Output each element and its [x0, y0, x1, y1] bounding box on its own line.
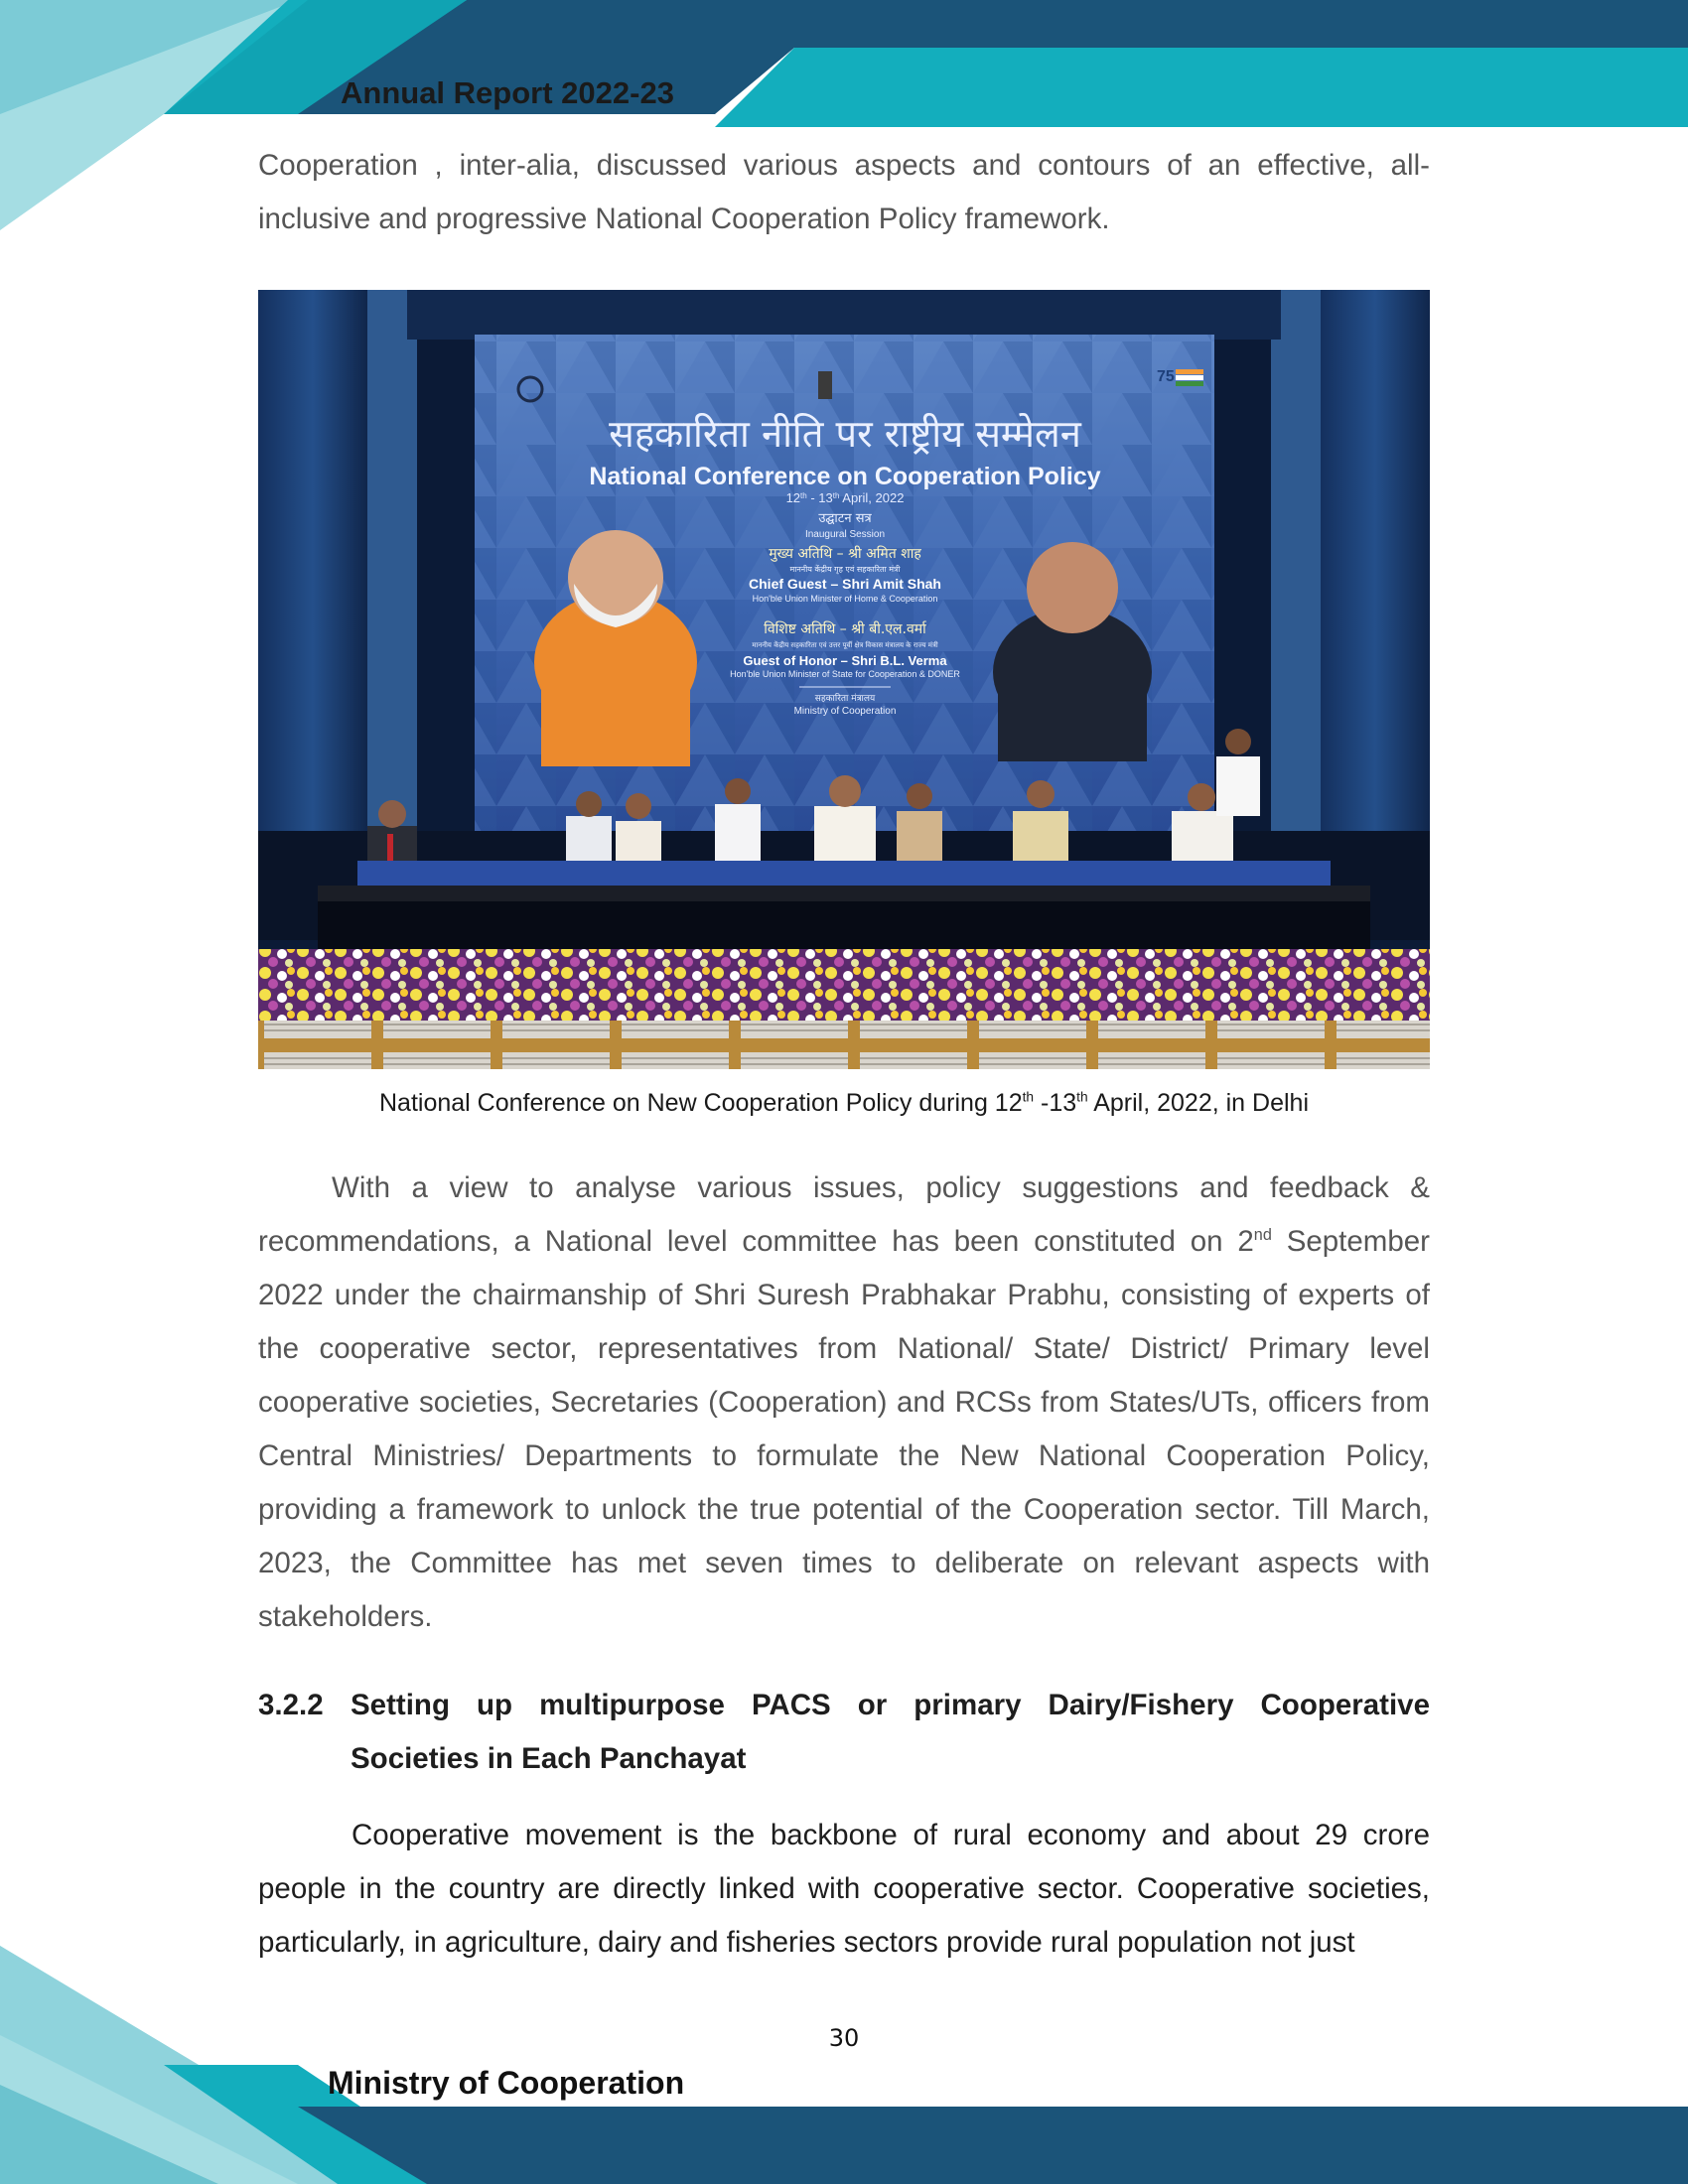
photo-caption: National Conference on New Cooperation Policy during 12th -13th April, 2022, in Delhi	[379, 1089, 1309, 1117]
screen-ministry: Ministry of Cooperation	[793, 706, 897, 717]
screen-session-hindi: उद्घाटन सत्र	[818, 511, 872, 526]
page-number: 30	[828, 2024, 860, 2052]
screen-guest-honor-role: Hon'ble Union Minister of State for Cooperation & DONER	[730, 669, 960, 679]
screen-guest-honor-hindi: विशिष्ट अतिथि – श्री बी.एल.वर्मा	[764, 621, 926, 637]
screen-ministry-hindi: सहकारिता मंत्रालय	[814, 694, 876, 704]
section-title: Setting up multipurpose PACS or primary Dairy/Fishery Cooperative Societies in Each Panchayat	[351, 1689, 1430, 1775]
section-heading	[258, 1679, 1430, 1786]
screen-guest-honor-role-hindi: माननीय केंद्रीय सहकारिता एवं उत्तर पूर्वी क्षेत्र विकास मंत्रालय के राज्य मंत्री	[752, 641, 938, 649]
footer-title: Ministry of Cooperation	[328, 2065, 685, 2101]
cooperative-movement-paragraph: Cooperative movement is the backbone of rural economy and about 29 crore people in the country are directly linked with cooperative sector. Cooperative societies, particularly, in agriculture, dairy and fisheries sectors provide rural population not just	[258, 1819, 1430, 1959]
header-title: Annual Report 2022-23	[341, 75, 674, 110]
section-number: 3.2.2	[258, 1689, 324, 1721]
screen-chief-guest-role: Hon'ble Union Minister of Home & Cooperation	[752, 594, 938, 604]
screen-chief-guest-role-hindi: माननीय केंद्रीय गृह एवं सहकारिता मंत्री	[789, 565, 901, 574]
conference-photo	[258, 290, 1430, 1069]
screen-guest-honor: Guest of Honor – Shri B.L. Verma	[743, 653, 947, 668]
conference-photo-illustration	[258, 290, 1430, 1069]
footer-banner	[0, 1946, 1688, 2184]
screen-chief-guest: Chief Guest – Shri Amit Shah	[749, 576, 941, 592]
committee-paragraph: With a view to analyse various issues, policy suggestions and feedback & recommendations, a National level committee has been constituted on 2nd September 2022 under the chairmanship of Shri Suresh Prabhakar Prabhu, consisting of experts of the cooperative sector, representatives from National/ State/ District/ Primary level cooperative societies, Secretaries (Cooperation) and RCSs from States/UTs, officers from Central Ministries/ Departments to formulate the New National Cooperation Policy, providing a framework to unlock the true potential of the Cooperation sector. Till March, 2023, the Committee has met seven times to deliberate on relevant aspects with stakeholders.	[258, 1171, 1430, 1633]
screen-title: National Conference on Cooperation Policy	[589, 463, 1101, 490]
screen-date: 12th - 13th April, 2022	[785, 490, 905, 505]
screen-hindi-title: सहकारिता नीति पर राष्ट्रीय सम्मेलन	[609, 412, 1081, 456]
screen-chief-guest-hindi: मुख्य अतिथि – श्री अमित शाह	[769, 546, 921, 562]
screen-session: Inaugural Session	[804, 529, 886, 540]
intro-paragraph: Cooperation , inter-alia, discussed various aspects and contours of an effective, all-inclusive and progressive National Cooperation Policy framework.	[258, 149, 1430, 235]
azadi-logo-number: 75	[1157, 368, 1175, 385]
